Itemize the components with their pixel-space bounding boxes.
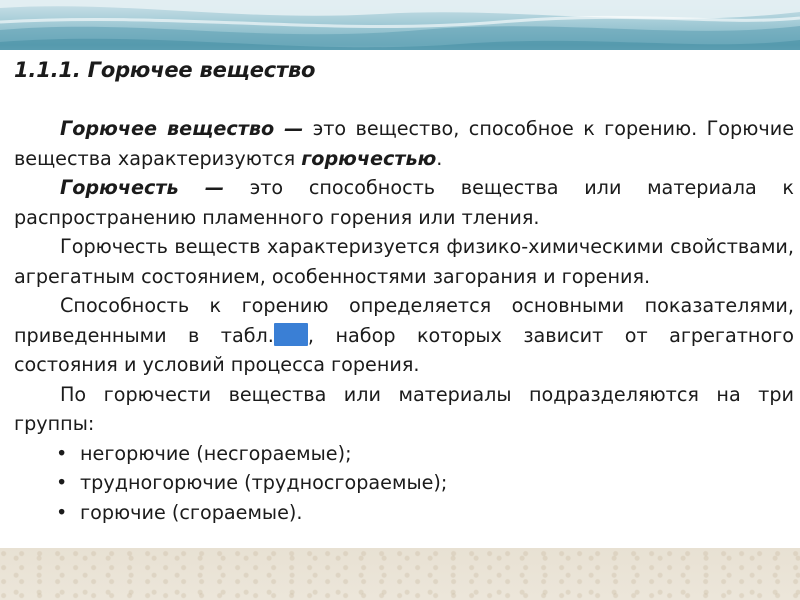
paragraph-text: это способность вещества или материала к распространению пламенного горения или тления.	[14, 176, 794, 229]
paragraph-text: .	[436, 146, 443, 170]
paragraph-text: По горючести вещества или материалы подразделяются на три группы:	[14, 382, 794, 435]
paragraph-text: , набор которых зависит от агрегатного состояния и условий процесса горения.	[14, 323, 795, 376]
paragraph-properties	[14, 232, 794, 291]
list-item	[14, 439, 794, 469]
document-body	[14, 114, 794, 527]
decorative-sand-footer	[0, 548, 800, 600]
table-reference-highlight[interactable]	[274, 323, 308, 346]
list-item-label: негорючие (несгораемые);	[80, 441, 352, 465]
document-page	[0, 50, 800, 548]
groups-list	[14, 439, 794, 528]
list-item	[14, 468, 794, 498]
paragraph-indicators	[14, 291, 794, 380]
paragraph-combustibility-definition	[14, 173, 794, 232]
list-item-label: трудногорючие (трудносгораемые);	[80, 471, 448, 494]
paragraph-text: это вещество, способное к горению. Горючие вещества характеризуются	[14, 117, 794, 170]
bullet-icon: •	[56, 471, 68, 494]
paragraph-text: Способность к горению определяется основными показателями, приведенными в табл.	[14, 294, 794, 347]
list-item	[14, 498, 794, 528]
paragraph-text: Горючесть веществ характеризуется физико-химическими свойствами, агрегатным состоянием, особенностями загорания и горения.	[14, 235, 794, 288]
bullet-icon: •	[56, 500, 68, 524]
paragraph-groups-intro	[14, 380, 794, 439]
term-combustible-substance: Горючее вещество —	[60, 117, 304, 140]
term-combustibility: горючестью	[301, 146, 437, 170]
term-combustibility-heading: Горючесть —	[60, 176, 225, 199]
bullet-icon: •	[56, 441, 68, 465]
section-heading: 1.1.1. Горючее вещество	[14, 58, 316, 82]
paragraph-combustible-definition	[14, 114, 794, 173]
list-item-label: горючие (сгораемые).	[80, 500, 303, 524]
